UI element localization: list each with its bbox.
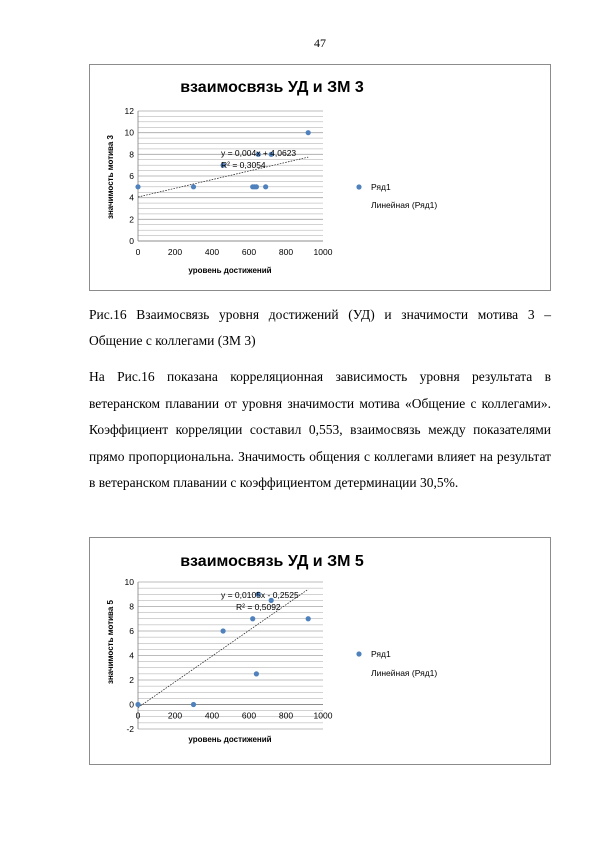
data-point: [191, 702, 196, 707]
chart-zm5-plot: [90, 538, 552, 766]
data-point: [250, 616, 255, 621]
y-tick-label: 8: [129, 601, 134, 612]
data-point: [306, 616, 311, 621]
data-point: [254, 184, 259, 189]
data-point: [221, 628, 226, 633]
x-tick-label: 1000: [313, 247, 333, 257]
r-squared: R² = 0,5092: [236, 602, 281, 612]
data-point: [135, 184, 140, 189]
y-tick-label: 8: [129, 149, 134, 160]
chart-zm3: [89, 64, 551, 291]
legend-entry-trend: Линейная (Ряд1): [371, 200, 438, 210]
trend-equation: y = 0,004x + 4,0623: [221, 148, 297, 158]
chart-zm3-plot: [90, 65, 552, 292]
chart-title: взаимосвязь УД и ЗМ 5: [180, 553, 364, 570]
x-tick-label: 1000: [313, 710, 333, 721]
y-tick-label: 10: [124, 577, 134, 587]
x-tick-label: 200: [167, 710, 183, 721]
legend-entry-trend: Линейная (Ряд1): [371, 668, 438, 678]
x-tick-label: 800: [278, 710, 294, 721]
x-tick-label: 600: [241, 710, 257, 721]
x-tick-label: 600: [241, 247, 257, 257]
y-tick-label: 6: [129, 171, 134, 181]
page-number: 47: [314, 36, 326, 50]
y-tick-label: 2: [129, 675, 134, 685]
data-point: [191, 184, 196, 189]
x-tick-label: 400: [204, 710, 220, 721]
x-tick-label: 800: [278, 247, 294, 257]
y-axis-title: значимость мотива 3: [106, 135, 115, 219]
body-paragraph: На Рис.16 показана корреляционная зависимость уровня результата в ветеранском плавании от уровня значимости мотива «Общение с коллегами». Коэффициент корреляции составил 0,553, взаимосвязь между показателями прямо пропорциональна. Значимость общения с коллегами влияет на результат в ветеранском плавании с коэффициентом детерминации 30,5%.: [89, 369, 551, 490]
chart-title: взаимосвязь УД и ЗМ 3: [180, 79, 364, 96]
x-tick-label: 0: [135, 247, 141, 257]
legend-marker-points: [356, 184, 361, 189]
legend-marker-points: [356, 651, 361, 656]
trendline: [138, 589, 308, 707]
y-tick-label: 4: [129, 192, 134, 203]
y-tick-label: 2: [129, 214, 134, 225]
y-tick-label: 0: [129, 236, 134, 246]
y-tick-label: -2: [126, 724, 134, 734]
trend-equation: y = 0,0105x - 0,2525: [221, 590, 299, 600]
chart-zm5: [89, 537, 551, 765]
y-tick-label: 10: [124, 127, 134, 138]
y-tick-label: 4: [129, 650, 134, 661]
x-axis-title: уровень достижений: [188, 266, 272, 275]
x-tick-label: 400: [204, 247, 220, 257]
y-tick-label: 0: [129, 699, 134, 710]
x-axis-title: уровень достижений: [188, 735, 272, 744]
data-point: [306, 130, 311, 135]
data-point: [135, 702, 140, 707]
x-tick-label: 0: [135, 710, 141, 721]
y-tick-label: 12: [124, 106, 134, 116]
y-axis-title: значимость мотива 5: [106, 600, 115, 684]
figure-caption: Рис.16 Взаимосвязь уровня достижений (УД) и значимости мотива 3 – Общение с коллегами (ЗМ 3): [89, 307, 551, 348]
y-tick-label: 6: [129, 626, 134, 636]
data-point: [254, 671, 259, 676]
legend-entry-series: Ряд1: [371, 182, 391, 192]
x-tick-label: 200: [167, 247, 183, 257]
data-point: [263, 184, 268, 189]
r-squared: R² = 0,3054: [221, 160, 266, 170]
legend-entry-series: Ряд1: [371, 649, 391, 659]
